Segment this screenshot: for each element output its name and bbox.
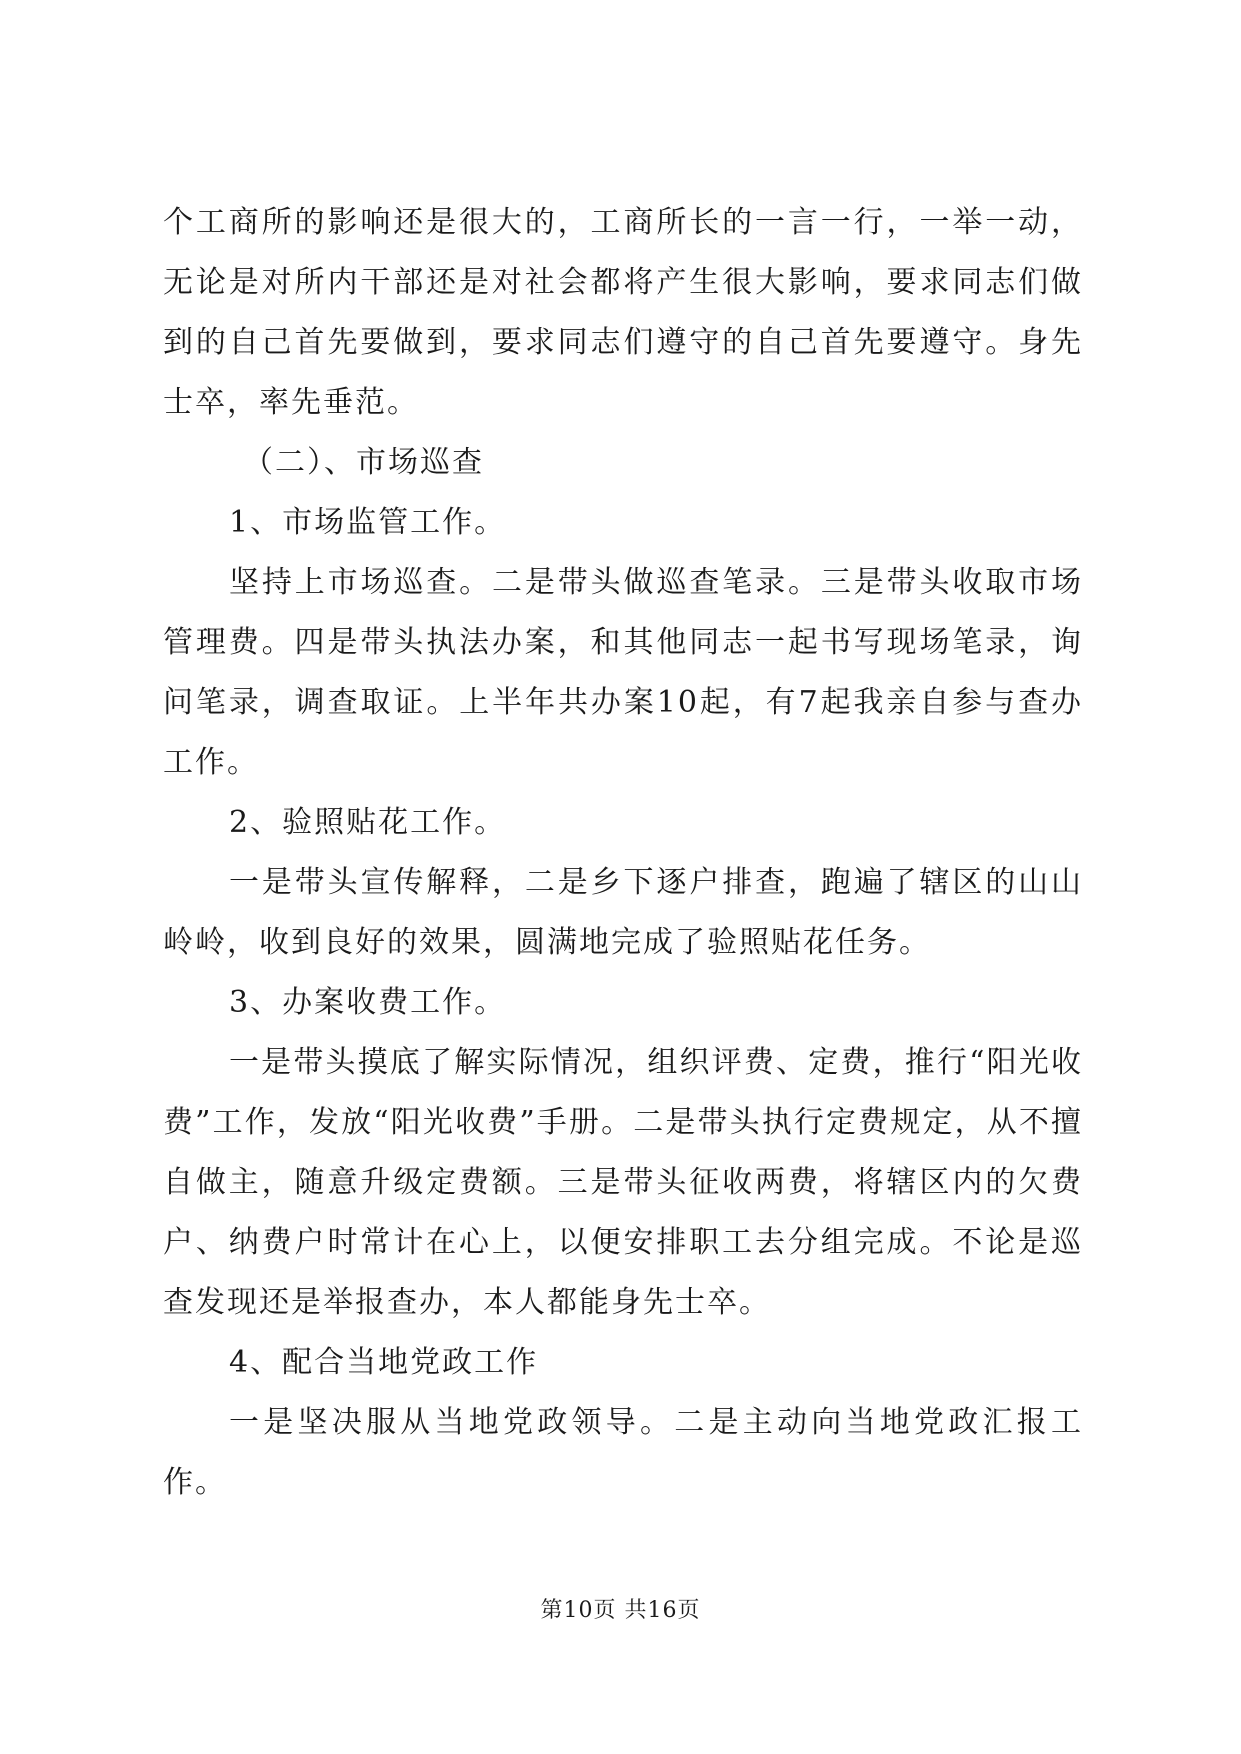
paragraph-market-supervision: 坚持上市场巡查。二是带头做巡查笔录。三是带头收取市场管理费。四是带头执法办案，和其他同志一起书写现场笔录，询问笔录，调查取证。上半年共办案10起，有7起我亲自参与查办工作。: [163, 565, 1083, 780]
subheading-case-fees: 3、办案收费工作。: [229, 985, 507, 1020]
subheading-license-stamp: 2、验照贴花工作。: [229, 805, 507, 840]
paragraph-case-fees: 一是带头摸底了解实际情况，组织评费、定费，推行“阳光收费”工作，发放“阳光收费”手册。二是带头执行定费规定，从不擅自做主，随意升级定费额。三是带头征收两费，将辖区内的欠费户、纳费户时常计在心上，以便安排职工去分组完成。不论是巡查发现还是举报查办，本人都能身先士卒。: [163, 1045, 1083, 1320]
subheading-local-party-cooperation: 4、配合当地党政工作: [229, 1345, 539, 1380]
page-footer: 第10页 共16页: [540, 1598, 701, 1623]
section-heading-market-inspection: （二）、市场巡查: [243, 445, 484, 480]
paragraph-local-party-cooperation: 一是坚决服从当地党政领导。二是主动向当地党政汇报工作。: [163, 1405, 1083, 1500]
subheading-market-supervision: 1、市场监管工作。: [229, 505, 507, 540]
paragraph-license-stamp: 一是带头宣传解释，二是乡下逐户排查，跑遍了辖区的山山岭岭，收到良好的效果，圆满地完成了验照贴花任务。: [163, 865, 1083, 960]
document-body: [163, 193, 1083, 1513]
paragraph-leadership-influence: 个工商所的影响还是很大的，工商所长的一言一行，一举一动，无论是对所内干部还是对社会都将产生很大影响，要求同志们做到的自己首先要做到，要求同志们遵守的自己首先要遵守。身先士卒，率先垂范。: [163, 205, 1083, 420]
